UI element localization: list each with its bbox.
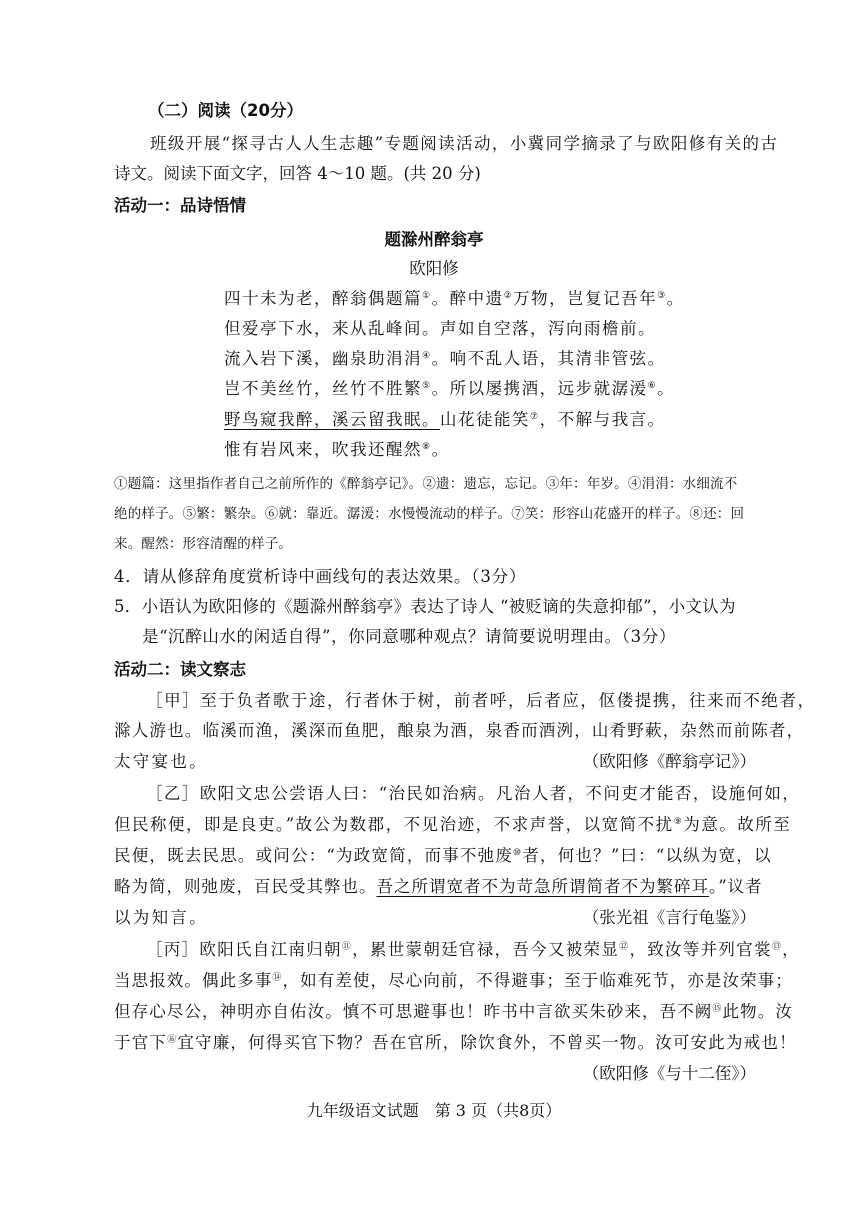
poem-text: 惟有岩风来，吹我还醒然 xyxy=(224,440,422,459)
yi-line-4 xyxy=(114,876,763,898)
prose-text: 民便，既去民思。或问公：“为政宽简，而事不弛废 xyxy=(114,846,514,865)
prose-text: 此物。汝 xyxy=(722,1002,793,1021)
jia-source: （欧阳修《醉翁亭记》） xyxy=(582,752,756,771)
prose-text: 。”议者 xyxy=(709,877,763,896)
intro-line-2: 诗文。阅读下面文字，回答 4～10 题。(共 20 分) xyxy=(114,164,481,183)
footnote-marker: ⑯ xyxy=(167,1035,178,1045)
underlined-sentence: 吾之所谓宽者不为苛急所谓简者不为繁碎耳 xyxy=(376,877,709,896)
activity1-heading: 活动一：品诗悟情 xyxy=(114,196,246,215)
poem-text: 但爱亭下水，来从乱峰间。声如自空落，泻向雨檐前。 xyxy=(224,319,656,338)
prose-text: ，如有差使，尽心向前，不得避事；至于临难死节，亦是汝荣事； xyxy=(282,971,793,990)
poem-line-2 xyxy=(224,318,656,340)
poem-text: 流入岩下溪，幽泉助涓涓 xyxy=(224,349,422,368)
footnote-marker: ⑮ xyxy=(712,1004,723,1014)
bing-line-1 xyxy=(146,939,800,961)
yi-line-1: ［乙］欧阳文忠公尝语人曰：“治民如治病。凡治人者，不问吏才能否，设施何如， xyxy=(146,784,801,803)
prose-text: 者，何也？”曰：“以纵为宽，以 xyxy=(522,846,772,865)
poem-text: 四十未为老，醉翁偶题篇 xyxy=(224,289,422,308)
prose-text: ，累世蒙朝廷官禄，吾今又被荣显 xyxy=(352,940,620,959)
prose-text: ， xyxy=(782,940,800,959)
footnote-marker: ① xyxy=(422,291,432,301)
poem-line-1 xyxy=(224,288,685,310)
prose-text: 宜守廉，何得买官下物？吾在官所，除饮食外，不曾买一物。汝可安此为戒也！ xyxy=(177,1033,797,1052)
footnote-marker: ⑨ xyxy=(673,817,684,827)
prose-text: ，致汝等并列官裳 xyxy=(629,940,772,959)
question-4: 4．请从修辞角度赏析诗中画线句的表达效果。（3分） xyxy=(114,567,527,586)
poem-title: 题滁州醉翁亭 xyxy=(384,230,484,249)
footnote-marker: ⑤ xyxy=(422,381,432,391)
footnote-marker: ② xyxy=(503,291,514,301)
footnote-marker: ⑥ xyxy=(647,381,658,391)
poem-author: 欧阳修 xyxy=(409,259,459,278)
poem-line-3 xyxy=(224,348,666,370)
footnote-marker: ⑦ xyxy=(530,412,540,422)
prose-text: 于官下 xyxy=(114,1033,168,1052)
section-heading: （二）阅读（20分） xyxy=(148,101,303,120)
jia-line-2: 滁人游也。临溪而渔，溪深而鱼肥，酿泉为酒，泉香而酒洌，山肴野蔌，杂然而前陈者， xyxy=(114,721,805,740)
activity2-heading: 活动二：读文察志 xyxy=(114,660,246,679)
poem-text: ，不解与我言。 xyxy=(539,410,666,429)
poem-line-6 xyxy=(224,439,450,461)
underlined-verse: 野鸟窥我醉，溪云留我眠。 xyxy=(224,410,440,429)
prose-text: 为意。故所至 xyxy=(683,815,792,834)
question-5-line-1: 5．小语认为欧阳修的《题滁州醉翁亭》表达了诗人 “被贬谪的失意抑郁”，小文认为 xyxy=(114,597,736,616)
question-5-line-2: 是“沉醉山水的闲适自得”，你同意哪种观点？请简要说明理由。（3分） xyxy=(142,627,676,646)
bing-line-4 xyxy=(114,1032,797,1054)
footnote-marker: ⑬ xyxy=(771,942,783,952)
jia-line-3: 太守宴也。 xyxy=(114,752,208,771)
page-footer: 九年级语文试题 第 3 页（共8页） xyxy=(306,1101,562,1120)
prose-text: 略为简，则弛废，百民受其弊也。 xyxy=(114,877,377,896)
footnote-marker: ⑪ xyxy=(341,942,353,952)
yi-line-2 xyxy=(114,814,791,836)
poem-text: 。 xyxy=(666,289,685,308)
poem-text: 。响不乱人语，其清非管弦。 xyxy=(431,349,666,368)
intro-line-1: 班级开展“探寻古人人生志趣”专题阅读活动，小冀同学摘录了与欧阳修有关的古 xyxy=(150,134,779,153)
poem-text: 。所以屡携酒，远步就潺湲 xyxy=(431,379,648,398)
bing-source: （欧阳修《与十二侄》） xyxy=(582,1064,756,1083)
jia-line-1: ［甲］至于负者歌于途，行者休于树，前者呼，后者应，伛偻提携，往来而不绝者， xyxy=(146,691,816,710)
poem-line-4 xyxy=(224,378,675,400)
prose-text: ［丙］欧阳氏自江南归朝 xyxy=(146,940,342,959)
note-line-1: ①题篇：这里指作者自己之前所作的《醉翁亭记》。②遗：遗忘，忘记。③年：年岁。④涓涓：水细流不 xyxy=(114,476,738,492)
footnote-marker: ⑭ xyxy=(272,973,283,983)
poem-text: 万物，岂复记吾年 xyxy=(513,289,658,308)
prose-text: 但民称便，即是良吏。”故公为数郡，不见治迹，不求声誉，以宽简不扰 xyxy=(114,815,674,834)
footnote-marker: ③ xyxy=(657,291,667,301)
bing-line-3 xyxy=(114,1001,793,1023)
poem-text: 。醉中遗 xyxy=(431,289,504,308)
yi-line-5: 以为知言。 xyxy=(114,908,208,927)
footnote-marker: ⑧ xyxy=(422,442,432,452)
poem-text: 岂不美丝竹，丝竹不胜繁 xyxy=(224,379,422,398)
footnote-marker: ⑩ xyxy=(513,848,523,858)
footnote-marker: ④ xyxy=(422,351,432,361)
prose-text: 当思报效。偶此多事 xyxy=(114,971,273,990)
poem-line-5 xyxy=(224,409,666,431)
poem-text: 山花徒能笑 xyxy=(440,410,530,429)
poem-text: 。 xyxy=(657,379,676,398)
yi-line-3 xyxy=(114,845,772,867)
bing-line-2 xyxy=(114,970,793,992)
note-line-3: 来。醒然：形容清醒的样子。 xyxy=(114,536,293,552)
yi-source: （张光祖《言行龟鉴》） xyxy=(582,908,756,927)
footnote-marker: ⑫ xyxy=(619,942,630,952)
poem-text: 。 xyxy=(431,440,450,459)
note-line-2: 绝的样子。⑤繁：繁杂。⑥就：靠近。潺湲：水慢慢流动的样子。⑦笑：形容山花盛开的样子。⑧还：回 xyxy=(114,506,745,522)
prose-text: 但存心尽公，神明亦自佑汝。慎不可思避事也！昨书中言欲买朱砂来，吾不阙 xyxy=(114,1002,713,1021)
